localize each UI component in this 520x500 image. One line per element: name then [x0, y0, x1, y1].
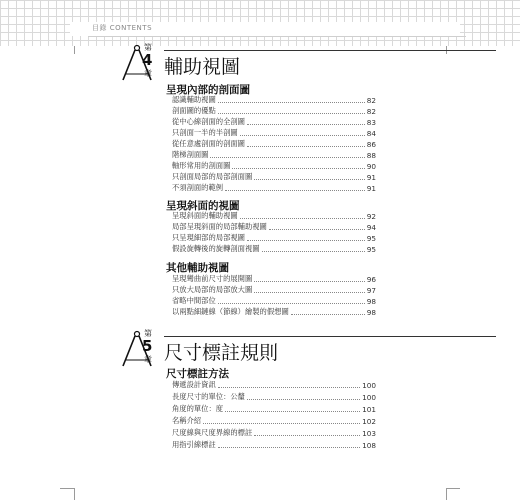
section-title: 尺寸標註方法	[166, 368, 229, 380]
chapter-5-heading	[118, 330, 378, 370]
section-title: 呈現內部的剖面圖	[166, 84, 250, 96]
dot-leader	[240, 218, 365, 219]
dot-leader	[269, 229, 365, 230]
toc-entry[interactable]	[172, 171, 376, 182]
page-number: 108	[362, 441, 376, 450]
dot-leader	[291, 314, 365, 315]
page-number: 98	[366, 308, 376, 317]
entry-text: 以兩點細鏈線（節線）繪製的假想圖	[172, 307, 289, 316]
entry-text: 從任意處剖面的剖面圖	[172, 139, 245, 148]
crop-mark-bottom-right-v	[446, 488, 447, 500]
chapter-word-bottom: 章	[144, 69, 152, 78]
toc-entry[interactable]	[172, 149, 376, 160]
dot-leader	[218, 102, 365, 103]
entry-text: 局部呈現斜面的局部輔助視圖	[172, 222, 267, 231]
toc-entry[interactable]	[172, 232, 376, 243]
page-number: 91	[366, 173, 376, 182]
dot-leader	[218, 447, 360, 448]
toc-entry[interactable]	[172, 284, 376, 295]
page-number: 98	[366, 297, 376, 306]
toc-entry[interactable]	[172, 94, 376, 105]
entry-text: 認識輔助視圖	[172, 95, 216, 104]
entry-text: 用指引線標註	[172, 440, 216, 449]
page-number: 103	[362, 429, 376, 438]
entry-text: 只剖面局部的局部剖面圖	[172, 172, 253, 181]
page-number: 88	[366, 151, 376, 160]
page-number: 83	[366, 118, 376, 127]
chapter-word-top: 第	[144, 329, 152, 338]
toc-entry[interactable]	[172, 116, 376, 127]
page-number: 92	[366, 212, 376, 221]
dot-leader	[218, 387, 360, 388]
dot-leader	[254, 281, 364, 282]
page-number: 82	[366, 107, 376, 116]
entry-text: 剖面圖的優點	[172, 106, 216, 115]
dot-leader	[254, 435, 360, 436]
entry-text: 呈現彎曲前尺寸的展開圖	[172, 274, 253, 283]
chapter-rule	[164, 50, 496, 51]
page-number: 97	[366, 286, 376, 295]
page-number: 82	[366, 96, 376, 105]
dot-leader	[203, 423, 360, 424]
toc-entry[interactable]	[172, 415, 376, 426]
toc-entry[interactable]	[172, 295, 376, 306]
page-number: 94	[366, 223, 376, 232]
dot-leader	[225, 411, 360, 412]
entry-text: 只放大局部的局部放大圖	[172, 285, 253, 294]
toc-entry[interactable]	[172, 391, 376, 402]
toc-entry[interactable]	[172, 160, 376, 171]
entry-text: 假設旋轉後的旋轉剖面視圖	[172, 244, 260, 253]
dot-leader	[247, 124, 365, 125]
page-number: 100	[362, 393, 376, 402]
toc-entry[interactable]	[172, 138, 376, 149]
chapter-4-heading	[118, 44, 378, 84]
chapter-word-bottom: 章	[144, 355, 152, 364]
crop-mark-top-left	[74, 46, 75, 54]
chapter-rule	[164, 336, 496, 337]
entry-text: 不須剖面的範例	[172, 183, 224, 192]
page-number: 95	[366, 245, 376, 254]
chapter-number: 4	[142, 51, 153, 69]
dot-leader	[254, 179, 364, 180]
entry-text: 尺度線與尺度界線的標註	[172, 428, 253, 437]
dot-leader	[210, 157, 364, 158]
toc-entry[interactable]	[172, 403, 376, 414]
page-number: 100	[362, 381, 376, 390]
dot-leader	[254, 292, 364, 293]
crop-mark-bottom-right-h	[446, 488, 460, 489]
page-number: 86	[366, 140, 376, 149]
dot-leader	[218, 303, 365, 304]
toc-entry[interactable]	[172, 127, 376, 138]
entry-text: 只剖面一半的半剖圖	[172, 128, 238, 137]
toc-entry[interactable]	[172, 306, 376, 317]
chapter-word-top: 第	[144, 43, 152, 52]
dot-leader	[247, 399, 360, 400]
page-number: 101	[362, 405, 376, 414]
toc-entry[interactable]	[172, 243, 376, 254]
entry-text: 呈現斜面的輔助視圖	[172, 211, 238, 220]
toc-entry[interactable]	[172, 273, 376, 284]
page-number: 84	[366, 129, 376, 138]
entry-text: 只呈現細部的局部視圖	[172, 233, 245, 242]
toc-entry[interactable]	[172, 210, 376, 221]
toc-entry[interactable]	[172, 221, 376, 232]
page-number: 95	[366, 234, 376, 243]
entry-text: 從中心線剖面的全剖圖	[172, 117, 245, 126]
section-title: 呈現斜面的視圖	[166, 200, 240, 212]
header-rule	[88, 36, 466, 37]
dot-leader	[240, 135, 365, 136]
chapter-title: 輔助視圖	[164, 56, 241, 78]
toc-entry[interactable]	[172, 182, 376, 193]
toc-entry[interactable]	[172, 427, 376, 438]
dot-leader	[218, 113, 365, 114]
dot-leader	[232, 168, 364, 169]
crop-mark-bottom-left-h	[60, 488, 74, 489]
toc-entry[interactable]	[172, 105, 376, 116]
toc-entry[interactable]	[172, 439, 376, 450]
entry-text: 名稱介紹	[172, 416, 202, 425]
page-number: 91	[366, 184, 376, 193]
dot-leader	[247, 240, 365, 241]
entry-text: 角度的單位：度	[172, 404, 224, 413]
chapter-number: 5	[142, 337, 153, 355]
dot-leader	[225, 190, 365, 191]
page-number: 96	[366, 275, 376, 284]
entry-text: 傳遞設計資訊	[172, 380, 216, 389]
running-header: 目錄 CONTENTS	[92, 24, 153, 32]
entry-text: 省略中間部位	[172, 296, 216, 305]
page-number: 102	[362, 417, 376, 426]
crop-mark-bottom-left-v	[74, 488, 75, 500]
toc-entry[interactable]	[172, 379, 376, 390]
dot-leader	[262, 251, 365, 252]
dot-leader	[247, 146, 365, 147]
entry-text: 長度尺寸的單位：公釐	[172, 392, 245, 401]
entry-text: 軸形常用的剖面圖	[172, 161, 231, 170]
entry-text: 階梯剖面圖	[172, 150, 209, 159]
page-number: 90	[366, 162, 376, 171]
section-title: 其他輔助視圖	[166, 262, 229, 274]
chapter-title: 尺寸標註規則	[164, 342, 279, 364]
